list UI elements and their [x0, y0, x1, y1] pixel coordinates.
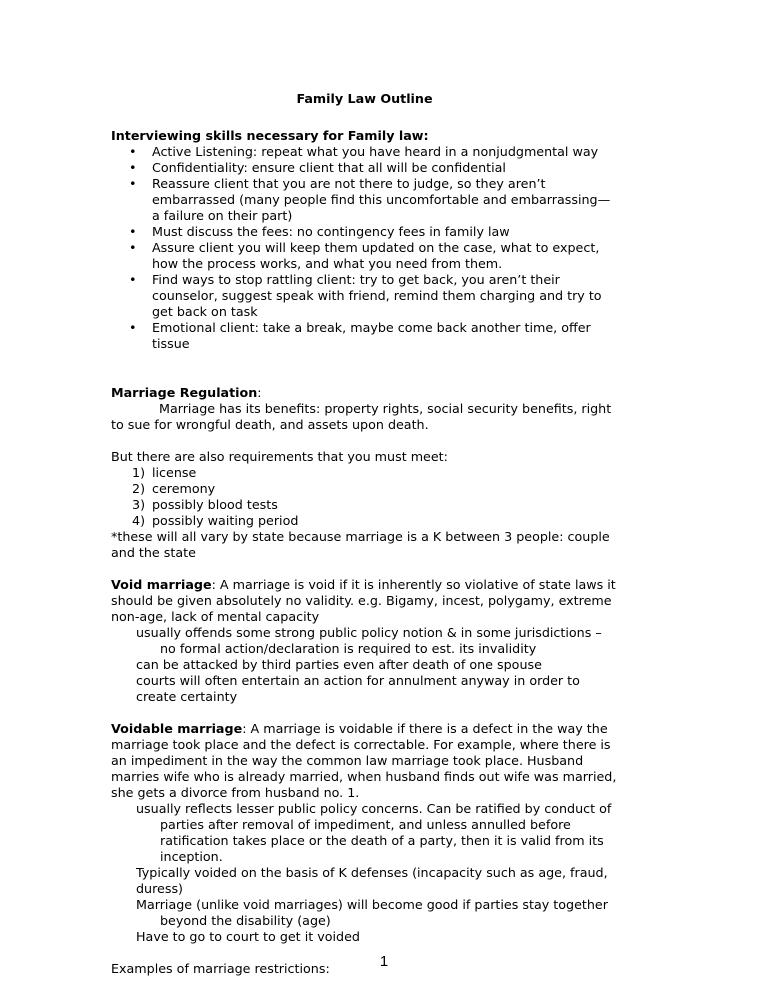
voidable-marriage-point: Marriage (unlike void marriages) will become good if parties stay together beyond the disability (age): [136, 897, 608, 928]
voidable-marriage-body: : A marriage is voidable if there is a defect in the way the marriage took place and the defect is correctable. For example, where there is an impediment in the way the common law marriage took place. Husband marries wife who is already married, when husband finds out wife was married, she gets a divorce from husband no. 1.: [111, 721, 617, 800]
document-title: Family Law Outline: [296, 91, 433, 106]
requirements-list: [111, 465, 618, 529]
requirement-item: [111, 513, 618, 529]
bullet-item: • Emotional client: take a break, maybe come back another time, offer tissue: [111, 320, 618, 352]
voidable-marriage-section: [111, 721, 618, 945]
bullet-item: • Confidentiality: ensure client that all will be confidential: [111, 160, 618, 176]
requirement-text: license: [152, 465, 197, 480]
voidable-marriage-point: usually reflects lesser public policy concerns. Can be ratified by conduct of parties after removal of impediment, and unless annulled before ratification takes place or the death of a party, then it is valid from its inception.: [136, 801, 612, 864]
void-marriage-paragraph: [111, 577, 618, 625]
requirement-number: 2): [132, 481, 146, 496]
interviewing-bullet-list: [111, 144, 618, 352]
marriage-regulation-heading-line: [111, 385, 618, 401]
marriage-regulation-section: [111, 385, 618, 561]
spacer: [111, 433, 618, 449]
marriage-regulation-body: Marriage has its benefits: property rights, social security benefits, right to sue for wrongful death, and assets upon death.: [111, 401, 612, 432]
voidable-marriage-point: Have to go to court to get it voided: [136, 929, 360, 944]
spacer: [111, 561, 618, 577]
bullet-item: • Active Listening: repeat what you have heard in a nonjudgmental way: [111, 144, 618, 160]
requirement-text: ceremony: [152, 481, 216, 496]
bullet-item: • Must discuss the fees: no contingency fees in family law: [111, 224, 618, 240]
restrictions-intro: Examples of marriage restrictions:: [111, 961, 330, 976]
spacer: [111, 352, 618, 385]
void-marriage-section: [111, 577, 618, 705]
requirement-item: [111, 465, 618, 481]
requirement-item: [111, 481, 618, 497]
bullet-item: • Assure client you will keep them updated on the case, what to expect, how the process works, and what you need from them.: [111, 240, 618, 272]
requirement-text: possibly blood tests: [152, 497, 278, 512]
requirement-number: 1): [132, 465, 146, 480]
requirement-item: [111, 497, 618, 513]
page-number: 1: [379, 953, 389, 970]
requirements-intro: But there are also requirements that you must meet:: [111, 449, 448, 464]
interviewing-section: [111, 128, 618, 352]
void-marriage-heading: Void marriage: [111, 577, 212, 592]
marriage-regulation-heading: Marriage Regulation: [111, 385, 258, 400]
requirement-text: possibly waiting period: [152, 513, 299, 528]
bullet-item: • Find ways to stop rattling client: try to get back, you aren’t their counselor, suggest speak with friend, remind them charging and try to get back on task: [111, 272, 618, 320]
voidable-marriage-point: Typically voided on the basis of K defenses (incapacity such as age, fraud, duress): [136, 865, 608, 896]
bullet-item: • Reassure client that you are not there to judge, so they aren’t embarrassed (many people find this uncomfortable and embarrassing—a failure on their part): [111, 176, 618, 224]
heading-colon: :: [257, 385, 262, 400]
requirement-number: 3): [132, 497, 146, 512]
void-marriage-point: courts will often entertain an action for annulment anyway in order to create certainty: [136, 673, 580, 704]
requirement-number: 4): [132, 513, 146, 528]
void-marriage-point: can be attacked by third parties even after death of one spouse: [136, 657, 542, 672]
void-marriage-body: : A marriage is void if it is inherently so violative of state laws it should be given absolutely no validity. e.g. Bigamy, incest, polygamy, extreme non-age, lack of mental capacity: [111, 577, 616, 624]
spacer: [111, 705, 618, 721]
voidable-marriage-heading: Voidable marriage: [111, 721, 243, 736]
interviewing-heading: Interviewing skills necessary for Family law:: [111, 128, 429, 143]
voidable-marriage-paragraph: [111, 721, 618, 801]
void-marriage-point: usually offends some strong public policy notion & in some jurisdictions – no formal action/declaration is required to est. its invalidity: [136, 625, 602, 656]
requirements-note: *these will all vary by state because marriage is a K between 3 people: couple and the state: [111, 529, 610, 560]
